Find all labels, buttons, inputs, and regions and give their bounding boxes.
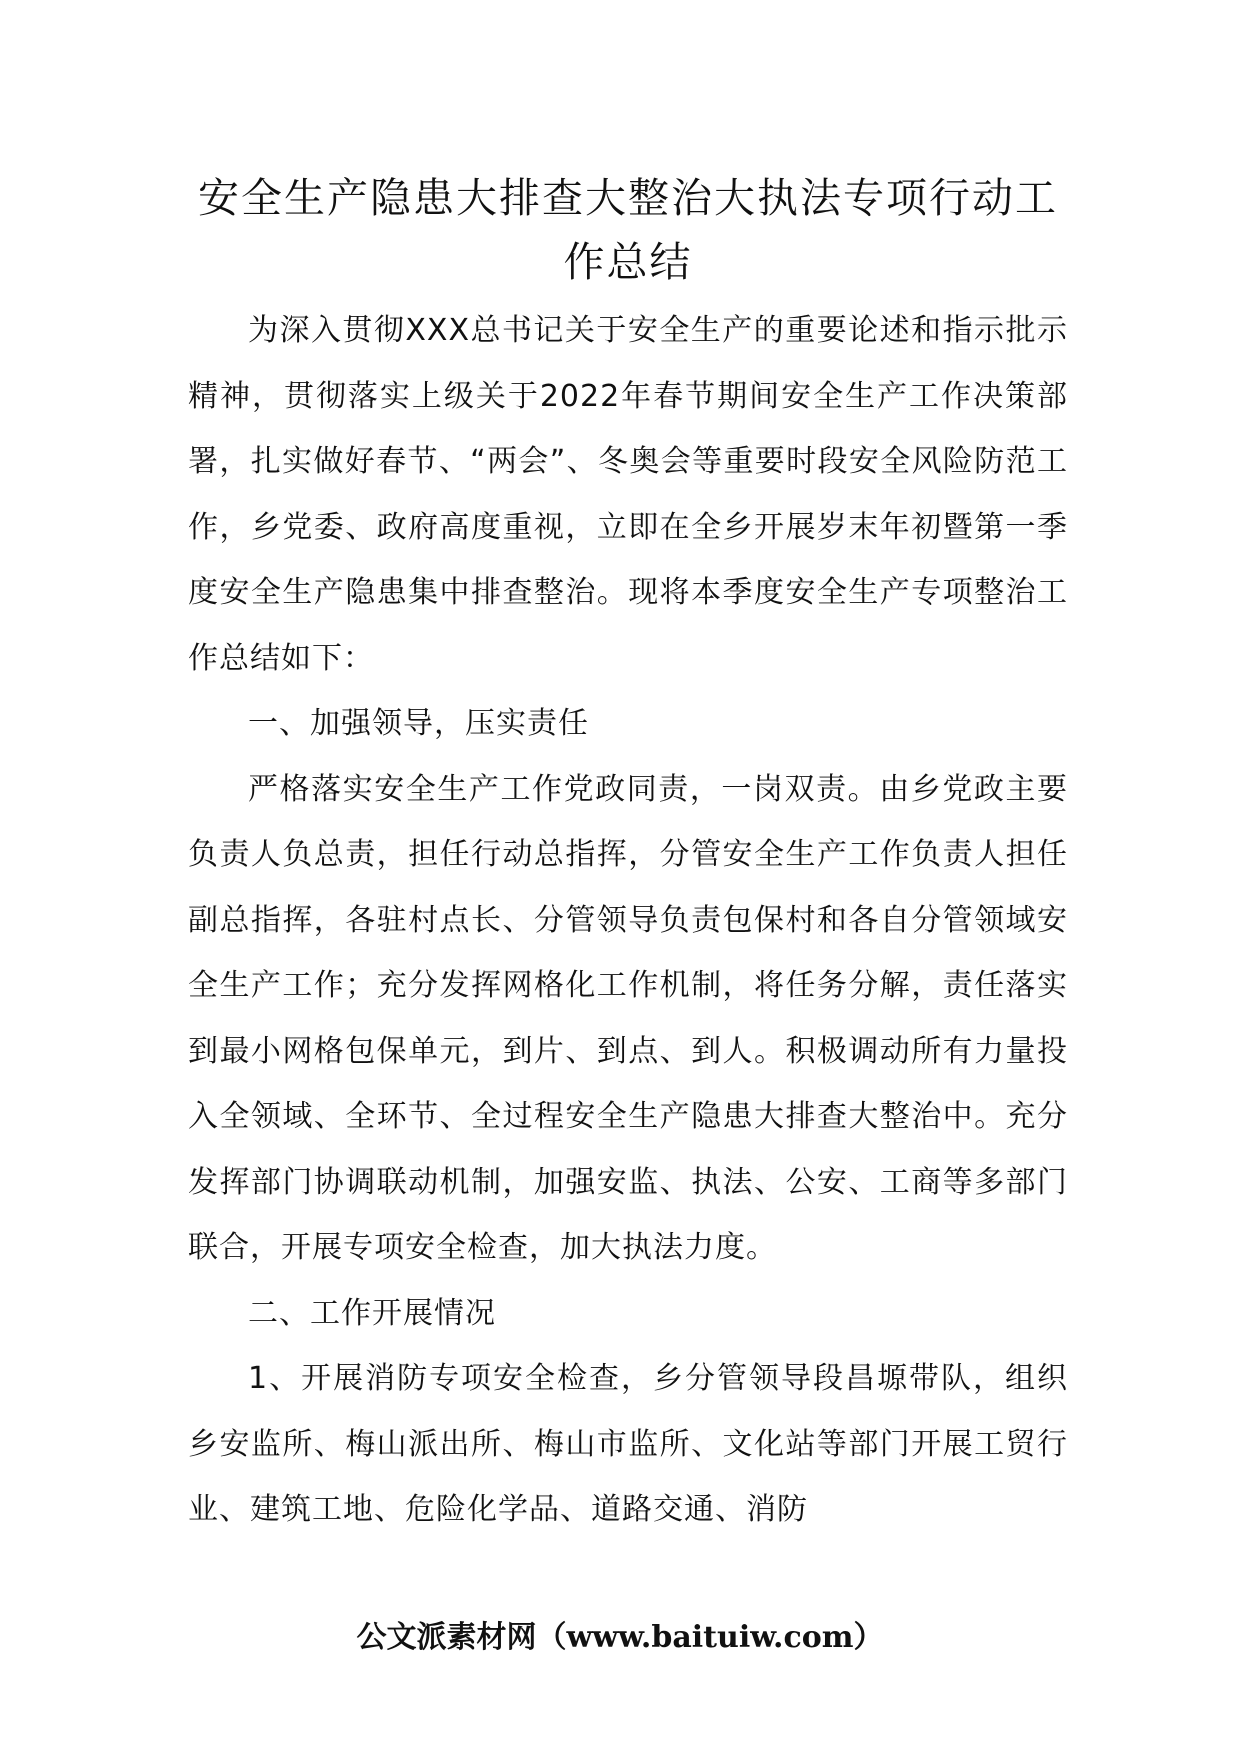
section-heading-1: 一、加强领导，压实责任 xyxy=(248,706,589,741)
footer-watermark: 公文派素材网（www.baituiw.com） xyxy=(356,1620,884,1655)
document-title: 安全生产隐患大排查大整治大执法专项行动工作总结 xyxy=(198,174,1058,286)
paragraph-fire-inspection: 1、开展消防专项安全检查，乡分管领导段昌塬带队，组织乡安监所、梅山派出所、梅山市监所、文化站等部门开展工贸行业、建筑工地、危险化学品、道路交通、消防 xyxy=(188,1361,1068,1527)
document-body xyxy=(188,298,1068,1543)
paragraph-intro: 为深入贯彻XXX总书记关于安全生产的重要论述和指示批示精神，贯彻落实上级关于2022年春节期间安全生产工作决策部署，扎实做好春节、“两会”、冬奥会等重要时段安全风险防范工作，乡党委、政府高度重视，立即在全乡开展岁末年初暨第一季度安全生产隐患集中排查整治。现将本季度安全生产专项整治工作总结如下： xyxy=(188,313,1068,676)
section-heading-2: 二、工作开展情况 xyxy=(248,1295,496,1331)
paragraph-leadership: 严格落实安全生产工作党政同责，一岗双责。由乡党政主要负责人负总责，担任行动总指挥，分管安全生产工作负责人担任副总指挥，各驻村点长、分管领导负责包保村和各自分管领域安全生产工作；充分发挥网格化工作机制，将任务分解，责任落实到最小网格包保单元，到片、到点、到人。积极调动所有力量投入全领域、全环节、全过程安全生产隐患大排查大整治中。充分发挥部门协调联动机制，加强安监、执法、公安、工商等多部门联合，开展专项安全检查，加大执法力度。 xyxy=(188,771,1068,1265)
